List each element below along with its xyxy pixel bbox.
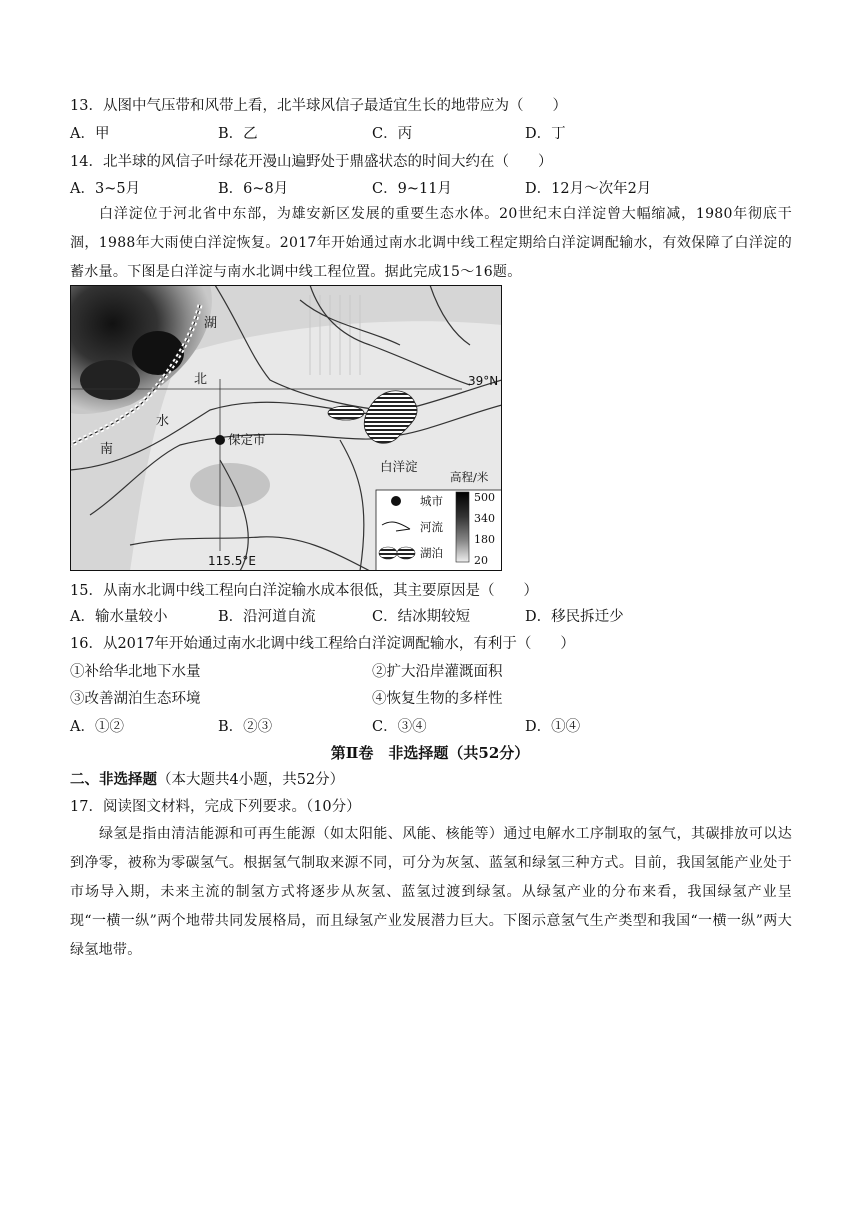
q15-option-b: B．沿河道自流 <box>218 609 316 625</box>
mountain-peak <box>80 360 140 400</box>
q14-stem: 14．北半球的风信子叶绿花开漫山遍野处于鼎盛状态的时间大约在（ ） <box>70 154 553 170</box>
canal-char-hu: 湖 <box>204 316 218 331</box>
small-lake <box>328 406 364 420</box>
legend-lake-icon <box>397 547 415 559</box>
q16-item-2: ②扩大沿岸灌溉面积 <box>372 664 503 680</box>
canal-char-bei: 北 <box>194 372 208 387</box>
section2-heading: 二、非选择题 <box>70 771 157 788</box>
q14-option-d: D．12月～次年2月 <box>525 181 652 197</box>
legend-elevation-tick: 340 <box>474 512 495 525</box>
legend-river-label: 河流 <box>420 520 443 534</box>
q14-option-b: B．6~8月 <box>218 181 289 197</box>
q13-stem: 13．从图中气压带和风带上看，北半球风信子最适宜生长的地带应为（ ） <box>70 98 567 114</box>
canal-char-nan: 南 <box>100 442 114 457</box>
q13-option-a: A．甲 <box>70 126 110 142</box>
q16-item-4: ④恢复生物的多样性 <box>372 691 503 707</box>
baiyangdian-map <box>70 285 502 571</box>
q16-item-3: ③改善湖泊生态环境 <box>70 691 201 707</box>
canal-char-shui: 水 <box>156 414 170 429</box>
baoding-city-label: 保定市 <box>228 432 266 447</box>
legend-lake-icon <box>379 547 397 559</box>
q16-option-a: A．①② <box>70 719 124 735</box>
q13-option-b: B．乙 <box>218 126 258 142</box>
baiyangdian-label: 白洋淀 <box>380 459 418 474</box>
section2-heading-line <box>70 770 344 790</box>
q15-option-d: D．移民拆迁少 <box>525 609 624 625</box>
section2-title: 第Ⅱ卷 非选择题（共52分） <box>330 744 530 762</box>
q15-option-c: C．结冰期较短 <box>372 609 471 625</box>
q16-stem: 16．从2017年开始通过南水北调中线工程给白洋淀调配输水，有利于（ ） <box>70 636 575 652</box>
legend-city-label: 城市 <box>420 494 443 508</box>
section2-heading-note: （本大题共4小题，共52分） <box>157 772 345 788</box>
q17-passage: 绿氢是指由清洁能源和可再生能源（如太阳能、风能、核能等）通过电解水工序制取的氢气，其碳排放可以达到净零，被称为零碳氢气。根据氢气制取来源不同，可分为灰氢、蓝氢和绿氢三种方式。目前，我国氢能产业处于市场导入期，未来主流的制氢方式将逐步从灰氢、蓝氢过渡到绿氢。从绿氢产业的分布来看，我国绿氢产业呈现“一横一纵”两个地带共同发展格局，而且绿氢产业发展潜力巨大。下图示意氢气生产类型和我国“一横一纵”两大绿氢地带。 <box>70 826 792 958</box>
mountain-peak <box>132 331 184 375</box>
legend-lake-label: 湖泊 <box>420 546 443 560</box>
q16-option-d: D．①④ <box>525 719 581 735</box>
hill-area <box>190 463 270 507</box>
legend-elevation-title: 高程/米 <box>450 470 489 484</box>
q13-option-d: D．丁 <box>525 126 566 142</box>
q16-item-1: ①补给华北地下水量 <box>70 664 201 680</box>
q15-option-a: A．输水量较小 <box>70 609 168 625</box>
q17-stem: 17．阅读图文材料，完成下列要求。（10分） <box>70 799 361 815</box>
q16-option-c: C．③④ <box>372 719 427 735</box>
legend-city-icon <box>391 496 401 506</box>
q15-stem: 15．从南水北调中线工程向白洋淀输水成本很低，其主要原因是（ ） <box>70 583 538 599</box>
q14-option-a: A．3~5月 <box>70 181 141 197</box>
baoding-city-marker <box>215 435 225 445</box>
legend-elevation-tick: 500 <box>474 491 495 504</box>
latitude-label: 39°N <box>468 374 499 388</box>
legend-elevation-tick: 20 <box>474 554 488 567</box>
passage-baiyangdian: 白洋淀位于河北省中东部，为雄安新区发展的重要生态水体。20世纪末白洋淀曾大幅缩减，1980年彻底干涸，1988年大雨使白洋淀恢复。2017年开始通过南水北调中线工程定期给白洋淀调配输水，有效保障了白洋淀的蓄水量。下图是白洋淀与南水北调中线工程位置。据此完成15～16题。 <box>70 206 792 280</box>
longitude-label: 115.5°E <box>208 554 256 568</box>
q14-option-c: C．9~11月 <box>372 181 452 197</box>
q16-option-b: B．②③ <box>218 719 273 735</box>
legend-elevation-bar <box>456 492 469 562</box>
legend-elevation-tick: 180 <box>474 533 495 546</box>
q13-option-c: C．丙 <box>372 126 413 142</box>
